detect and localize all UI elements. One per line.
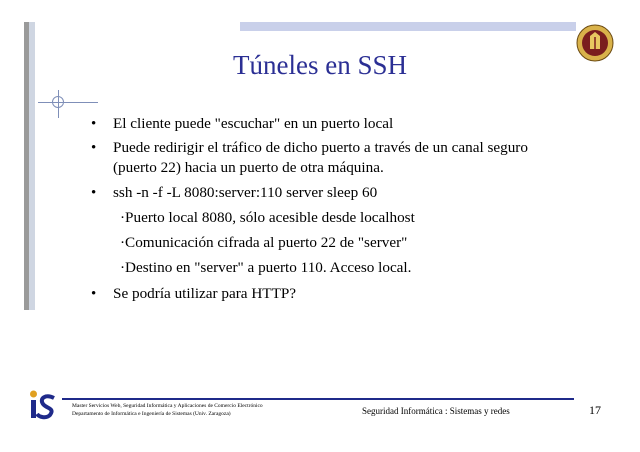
footer-course: Seguridad Informática : Sistemas y redes <box>362 406 510 416</box>
bullet-item <box>91 138 528 178</box>
bullet-item <box>91 183 378 203</box>
sub-item: ·Comunicación cifrada al puerto 22 de "server" <box>120 234 408 251</box>
bullet-item <box>91 114 394 134</box>
footer-institution <box>72 402 263 418</box>
department-logo-icon <box>28 388 58 420</box>
sub-item: ·Destino en "server" a puerto 110. Acceso local. <box>120 259 412 276</box>
slide-title: Túneles en SSH <box>233 50 407 80</box>
bullet-item <box>91 284 297 304</box>
bullet-text: Puede redirigir el tráfico de dicho puerto a través de un canal seguro <box>113 139 528 156</box>
bullet-text: ssh -n -f -L 8080:server:110 server sleep 60 <box>113 184 378 201</box>
footer-program: Master Servicios Web, Seguridad Informática y Aplicaciones de Comercio Electrónico <box>72 403 263 409</box>
bullet-text: El cliente puede "escuchar" en un puerto local <box>113 115 394 132</box>
bullet-dot: • <box>91 116 97 132</box>
bullet-dot: • <box>91 140 97 156</box>
bullet-text-continued: (puerto 22) hacia un puerto de otra máquina. <box>113 159 384 176</box>
page-number: 17 <box>589 403 601 417</box>
bullet-dot: • <box>91 286 97 302</box>
sub-item: ·Puerto local 8080, sólo acesible desde localhost <box>120 209 415 226</box>
bullet-dot: • <box>91 185 97 201</box>
footer-divider <box>62 398 574 400</box>
bullet-text: Se podría utilizar para HTTP? <box>113 285 297 302</box>
footer-department: Departamento de Informática e Ingeniería de Sistemas (Univ. Zaragoza) <box>72 411 231 417</box>
